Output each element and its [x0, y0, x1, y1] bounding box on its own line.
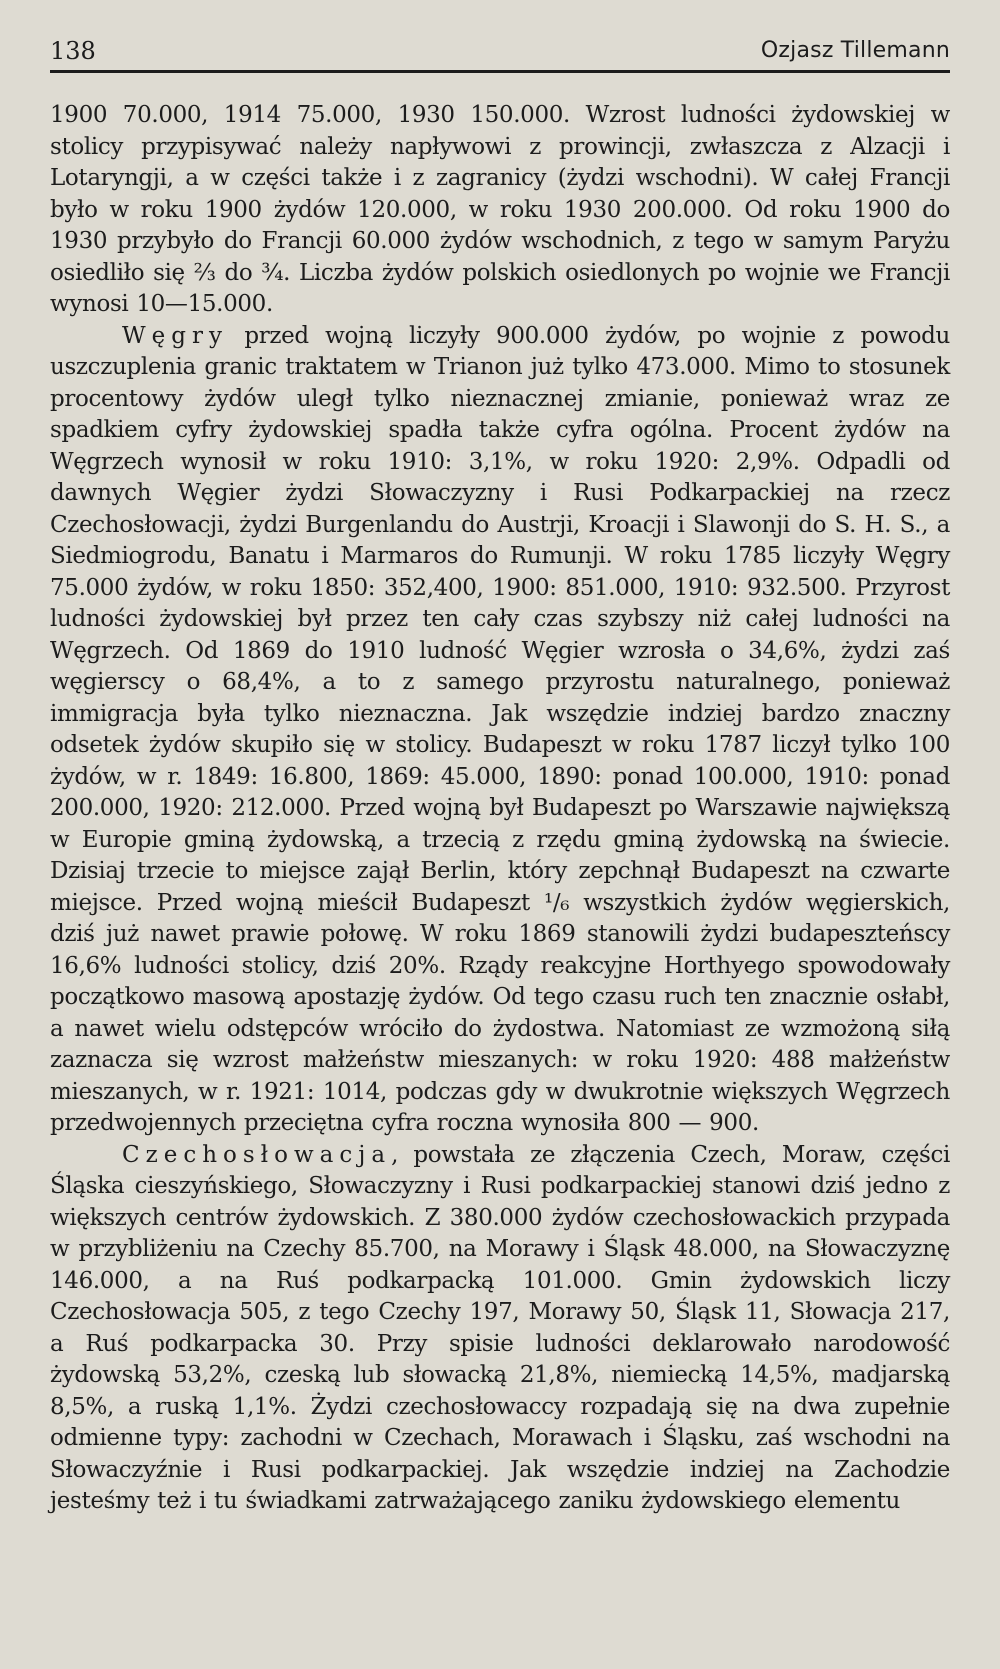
running-title: Ozjasz Tillemann: [760, 38, 950, 63]
paragraph-czechoslovakia: [50, 1140, 950, 1518]
paragraph-text: , powstała ze złączenia Czech, Moraw, części Śląska cieszyńskiego, Słowaczyzny i Rusi podkarpackiej stanowi dziś jedno z większych centrów żydowskich. Z 380.000 żydów czechosłowackich przypada w przybliżeniu na Czechy 85.700, na Morawy i Śląsk 48.000, na Słowaczyznę 146.000, a na Ruś podkarpacką 101.000. Gmin żydowskich liczy Czechosłowacja 505, z tego Czechy 197, Morawy 50, Śląsk 11, Słowacja 217, a Ruś podkarpacka 30. Przy spisie ludności deklarowało narodowość żydowską 53,2%, czeską lub słowacką 21,8%, niemiecką 14,5%, madjarską 8,5%, a ruską 1,1%. Żydzi czechosłowaccy rozpadają się na dwa zupełnie odmienne typy: zachodni w Czechach, Morawach i Śląsku, zaś wschodni na Słowaczyźnie i Rusi podkarpackiej. Jak wszędzie indziej na Zachodzie jesteśmy też i tu świadkami zatrważającego zaniku żydowskiego elementu: [50, 1141, 950, 1514]
paragraph-text: przed wojną liczyły 900.000 żydów, po wojnie z powodu uszczuplenia granic traktatem w Trianon już tylko 473.000. Mimo to stosunek procentowy żydów uległ tylko nieznacznej zmianie, ponieważ wraz ze spadkiem cyfry żydowskiej spadła także cyfra ogólna. Procent żydów na Węgrzech wynosił w roku 1910: 3,1%, w roku 1920: 2,9%. Odpadli od dawnych Węgier żydzi Słowaczyzny i Rusi Podkarpackiej na rzecz Czechosłowacji, żydzi Burgenlandu do Austrji, Kroacji i Slawonji do S. H. S., a Siedmiogrodu, Banatu i Marmaros do Rumunji. W roku 1785 liczyły Węgry 75.000 żydów, w roku 1850: 352,400, 1900: 851.000, 1910: 932.500. Przyrost ludności żydowskiej był przez ten cały czas szybszy niż całej ludności na Węgrzech. Od 1869 do 1910 ludność Węgier wzrosła o 34,6%, żydzi zaś węgierscy o 68,4%, a to z samego przyrostu naturalnego, ponieważ immigracja była tylko nieznaczna. Jak wszędzie indziej bardzo znaczny odsetek żydów skupiło się w stolicy. Budapeszt w roku 1787 liczył tylko 100 żydów, w r. 1849: 16.800, 1869: 45.000, 1890: ponad 100.000, 1910: ponad 200.000, 1920: 212.000. Przed wojną był Budapeszt po Warszawie największą w Europie gminą żydowską, a trzecią z rzędu gminą żydowską na świecie. Dzisiaj trzecie to miejsce zajął Berlin, który zepchnął Budapeszt na czwarte miejsce. Przed wojną mieścił Budapeszt ¹/₆ wszystkich żydów węgierskich, dziś już nawet prawie połowę. W roku 1869 stanowili żydzi budapeszteńscy 16,6% ludności stolicy, dziś 20%. Rządy reakcyjne Horthyego spowodowały początkowo masową apostazję żydów. Od tego czasu ruch ten znacznie osłabł, a nawet wielu odstępców wróciło do żydostwa. Natomiast ze wzmożoną siłą zaznacza się wzrost małżeństw mieszanych: w roku 1920: 488 małżeństw mieszanych, w r. 1921: 1014, podczas gdy w dwukrotnie większych Węgrzech przedwojennych przeciętna cyfra roczna wynosiła 800 — 900.: [50, 322, 950, 1136]
paragraph-text: 1900 70.000, 1914 75.000, 1930 150.000. Wzrost ludności żydowskiej w stolicy przypisywać należy napływowi z prowincji, zwłaszcza z Alzacji i Lotaryngji, a w części także i z zagranicy (żydzi wschodni). W całej Francji było w roku 1900 żydów 120.000, w roku 1930 200.000. Od roku 1900 do 1930 przybyło do Francji 60.000 żydów wschodnich, z tego w samym Paryżu osiedliło się ⅔ do ¾. Liczba żydów polskich osiedlonych po wojnie we Francji wynosi 10—15.000.: [50, 102, 950, 317]
section-lead-czechoslovakia: Czechosłowacja: [122, 1141, 392, 1168]
page-number: 138: [50, 37, 96, 65]
paragraph-france: [50, 100, 950, 321]
paragraph-hungary: [50, 321, 950, 1140]
section-lead-hungary: Węgry: [122, 322, 228, 349]
body-text: [50, 100, 950, 1518]
page-header: [50, 36, 950, 70]
header-rule: [50, 70, 950, 73]
